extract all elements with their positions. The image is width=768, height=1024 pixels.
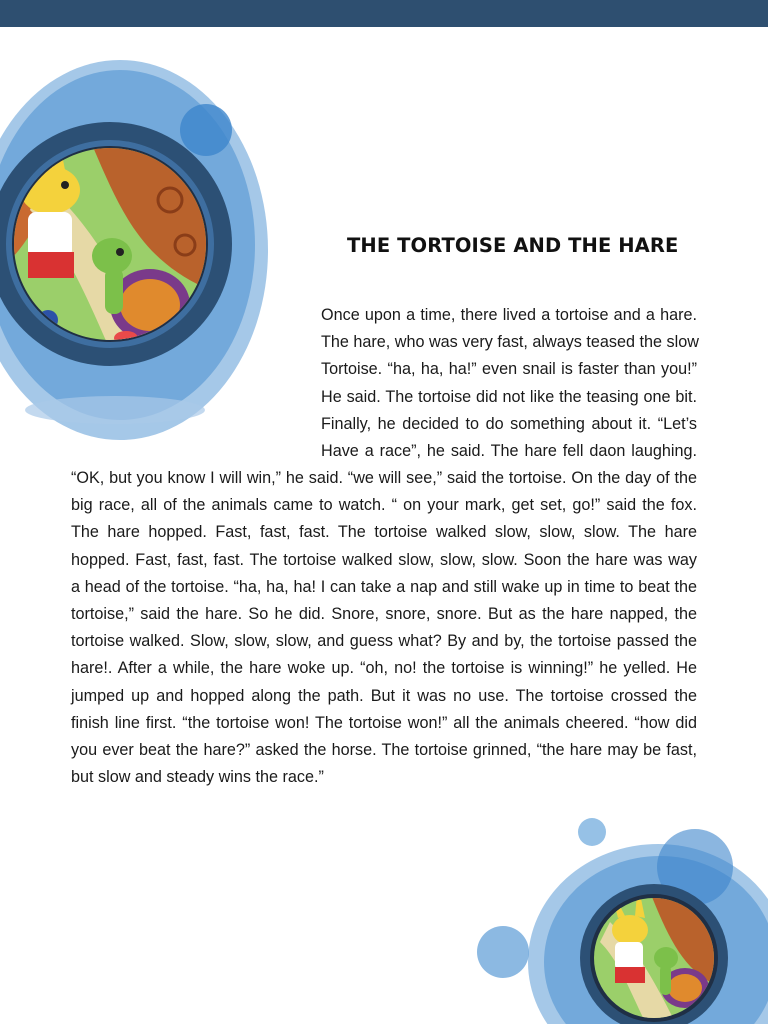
- text-line: “OK, but you know I will win,” he said. “we will see,” said the tortoise. On the day of the: [71, 469, 697, 487]
- text-line: tortoise walked. Slow, slow, slow, and guess what? By and by, the tortoise passed the: [71, 632, 697, 651]
- header-bar: [0, 0, 768, 27]
- text-line: Finally, he decided to do something about it. “Let’s: [321, 414, 697, 433]
- text-line: He said. The tortoise did not like the teasing one bit.: [321, 387, 697, 406]
- text-line: hopped. Fast, fast, fast. The tortoise walked slow, slow, slow. Soon the hare was way: [71, 550, 697, 569]
- text-line: jumped up and hopped along the path. But it was no use. The tortoise crossed the: [71, 686, 697, 705]
- text-line: finish line first. “the tortoise won! The tortoise won!” all the animals cheered. “how did: [71, 713, 697, 732]
- text-line: big race, all of the animals came to watch. “ on your mark, get set, go!” said the fox.: [71, 496, 697, 515]
- text-line: Once upon a time, there lived a tortoise and a hare.: [321, 306, 697, 324]
- story-intro-paragraph: [321, 302, 697, 465]
- text-line: hare!. After a while, the hare woke up. “oh, no! the tortoise is winning!” he yelled. He: [71, 659, 697, 678]
- text-line: The hare hopped. Fast, fast, fast. The tortoise walked slow, slow, slow. The hare: [71, 523, 697, 542]
- text-line: Have a race”, he said. The hare fell daon laughing.: [321, 442, 697, 461]
- story-title: THE TORTOISE AND THE HARE: [347, 234, 679, 257]
- story-main-paragraph: [71, 465, 697, 791]
- text-line: The hare, who was very fast, always teased the slow: [321, 333, 699, 352]
- hare-tortoise-illustration-large: [0, 30, 300, 450]
- text-line: tortoise,” said the hare. So he did. Snore, snore, snore. But as the hare napped, the: [71, 605, 697, 624]
- hare-tortoise-illustration-small: [470, 812, 768, 1024]
- text-line: you ever beat the hare?” asked the horse. The tortoise grinned, “the hare may be fast,: [71, 741, 697, 760]
- text-line: Tortoise. “ha, ha, ha!” even snail is faster than you!”: [321, 360, 697, 379]
- text-line: but slow and steady wins the race.”: [71, 768, 324, 787]
- text-line: a head of the tortoise. “ha, ha, ha! I can take a nap and still wake up in time to beat the: [71, 577, 697, 596]
